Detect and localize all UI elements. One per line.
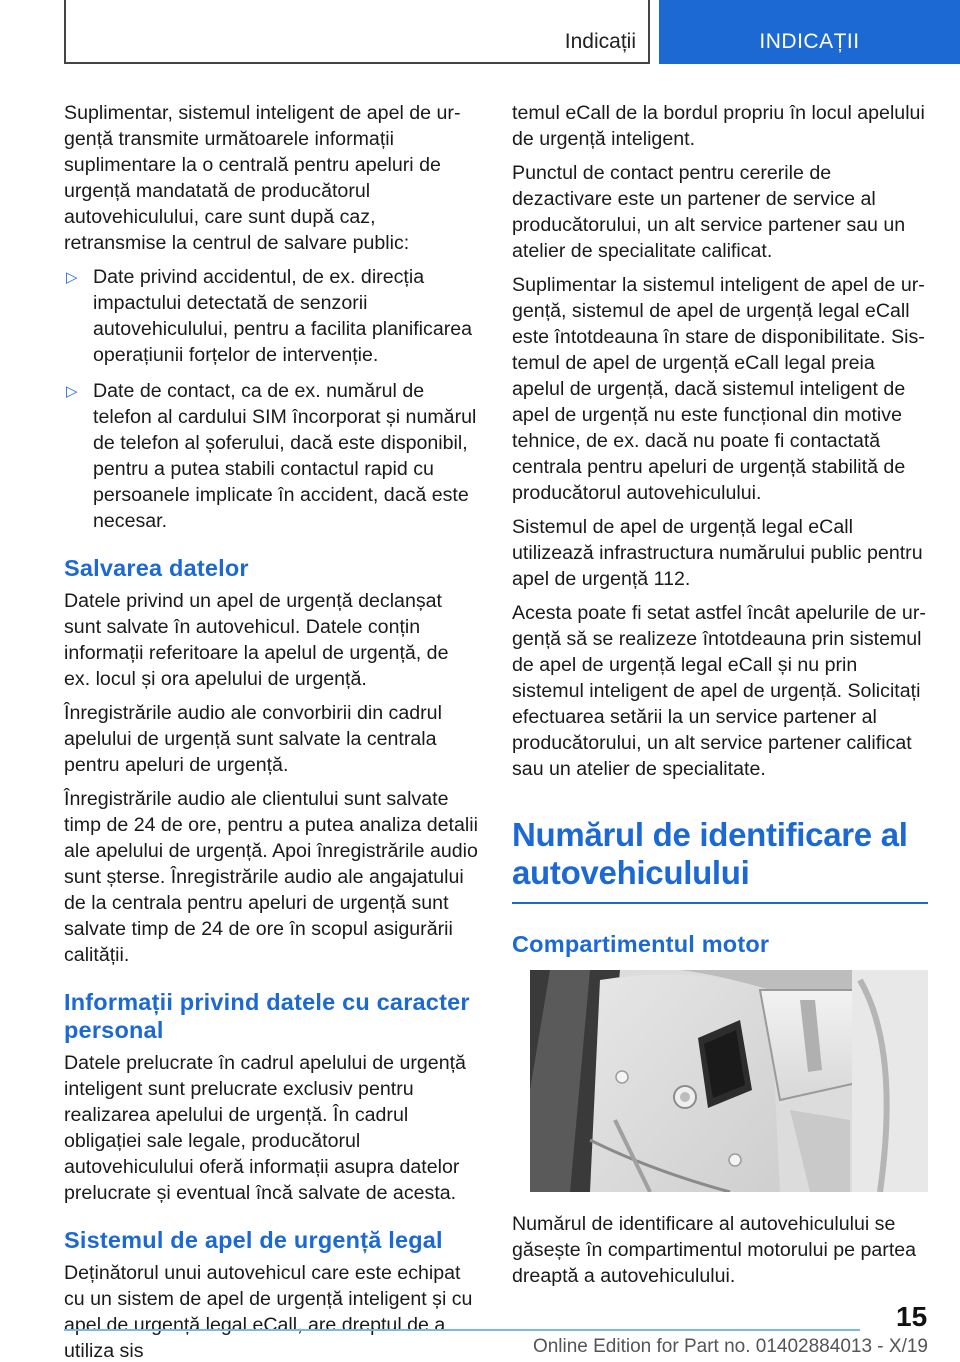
heading-vin: Numărul de identificare al autovehiculului <box>512 816 928 904</box>
heading-apel-urgenta-legal: Sistemul de apel de urgență legal <box>64 1227 443 1253</box>
engine-compartment-photo <box>530 970 928 1192</box>
triangle-right-icon: ▷ <box>66 269 78 286</box>
paragraph-ecall-5: Acesta poate fi setat astfel încât apelurile de urgență să se realizeze întotdeauna prin sistemul de apel de urgență legal eCall și nu prin sistemul inteligent de apel de urgență. Solicitați efectuarea setării la un service partener al producătorului, un alt service partener calificat sau un atelier de specialitate. <box>512 602 926 780</box>
right-column <box>512 100 928 1297</box>
paragraph-salvare-2: Înregistrările audio ale convorbirii din cadrul apelului de urgență sunt salvate la centrala pentru apeluri de urgență. <box>64 702 442 776</box>
header-section-box <box>64 0 650 64</box>
list-item-text: Date privind accidentul, de ex. direcția impactului detectată de senzorii autovehiculului, pentru a facilita planificarea operațiunii forțelor de intervenție. <box>93 266 473 366</box>
paragraph-ecall-2: Punctul de contact pentru cererile de dezactivare este un partener de service al producătorului, un alt service partener sau un atelier de specialitate calificat. <box>512 162 906 262</box>
footer-edition-text: Online Edition for Part no. 01402884013 - X/19 <box>532 1336 928 1357</box>
list-item <box>64 264 478 368</box>
intro-paragraph: Suplimentar, sistemul inteligent de apel de urgență transmite următoarele informații suplimentare la o centrală pentru apeluri de urgență mandatată de producătorul autovehiculului, care sunt după caz, retransmise la centrul de salvare public: <box>64 102 461 254</box>
paragraph-ecall-3: Suplimentar la sistemul inteligent de apel de urgență, sistemul de apel de urgență legal eCall este întotdeauna în stare de disponibilitate. Sistemul de apel de urgență eCall legal preia apelul de urgență, dacă sistemul inteligent de apel de urgență nu este funcțional din motive tehnice, de ex. dacă nu poate fi contactată centrala pentru apeluri de urgență stabilită de producătorul autovehiculului. <box>512 274 925 504</box>
heading-compartimentul-motor: Compartimentul motor <box>512 931 770 957</box>
header-chapter-label: INDICAȚII <box>759 30 860 53</box>
paragraph-ecall-1: temul eCall de la bordul propriu în locul apelului de urgență inteligent. <box>512 102 925 150</box>
header-section-label: Indicații <box>564 30 636 53</box>
header-chapter-tab[interactable] <box>659 0 960 64</box>
paragraph-salvare-1: Datele privind un apel de urgență declanșat sunt salvate în autovehicul. Datele conțin informații referitoare la apelul de urgență, de ex. locul și ora apelului de urgență. <box>64 590 449 690</box>
page-number: 15 <box>896 1301 928 1332</box>
triangle-right-icon: ▷ <box>66 383 78 400</box>
list-item <box>64 378 478 534</box>
heading-salvarea-datelor: Salvarea datelor <box>64 555 249 581</box>
paragraph-apel-urgenta-legal: Deținătorul unui autovehicul care este echipat cu un sistem de apel de urgență inteligent și cu apel de urgență legal eCall, are dreptul de a utiliza sis <box>64 1262 473 1362</box>
data-list <box>64 264 478 534</box>
heading-date-personale: Informații privind datele cu caracter personal <box>64 989 470 1043</box>
footer-divider <box>64 1329 860 1331</box>
paragraph-salvare-3: Înregistrările audio ale clientului sunt salvate timp de 24 de ore, pentru a putea analiza detalii ale apelului de urgență. Apoi înregistrările audio sunt șterse. Înregistrările audio ale angajatului de la centrala pentru apeluri de urgență sunt salvate timp de 24 de ore în scopul asigurării calității. <box>64 788 478 966</box>
paragraph-ecall-4: Sistemul de apel de urgență legal eCall utilizează infrastructura numărului public pentru apel de urgență 112. <box>512 516 923 590</box>
paragraph-vin-location: Numărul de identificare al autovehiculului se găsește în compartimentul motorului pe partea dreaptă a autovehiculului. <box>512 1213 917 1287</box>
list-item-text: Date de contact, ca de ex. numărul de telefon al cardului SIM încorporat și numărul de telefon al șoferului, dacă este disponibil, pentru a putea stabili contactul rapid cu persoanele implicate în accident, dacă este necesar. <box>93 380 477 532</box>
paragraph-date-personale: Datele prelucrate în cadrul apelului de urgență inteligent sunt prelucrate exclusiv pentru realizarea apelului de urgență. În cadrul obligației sale legale, producătorul autovehiculului oferă informații asupra datelor prelucrate și eventual încă salvate de acesta. <box>64 1052 466 1204</box>
left-column <box>64 100 478 1362</box>
